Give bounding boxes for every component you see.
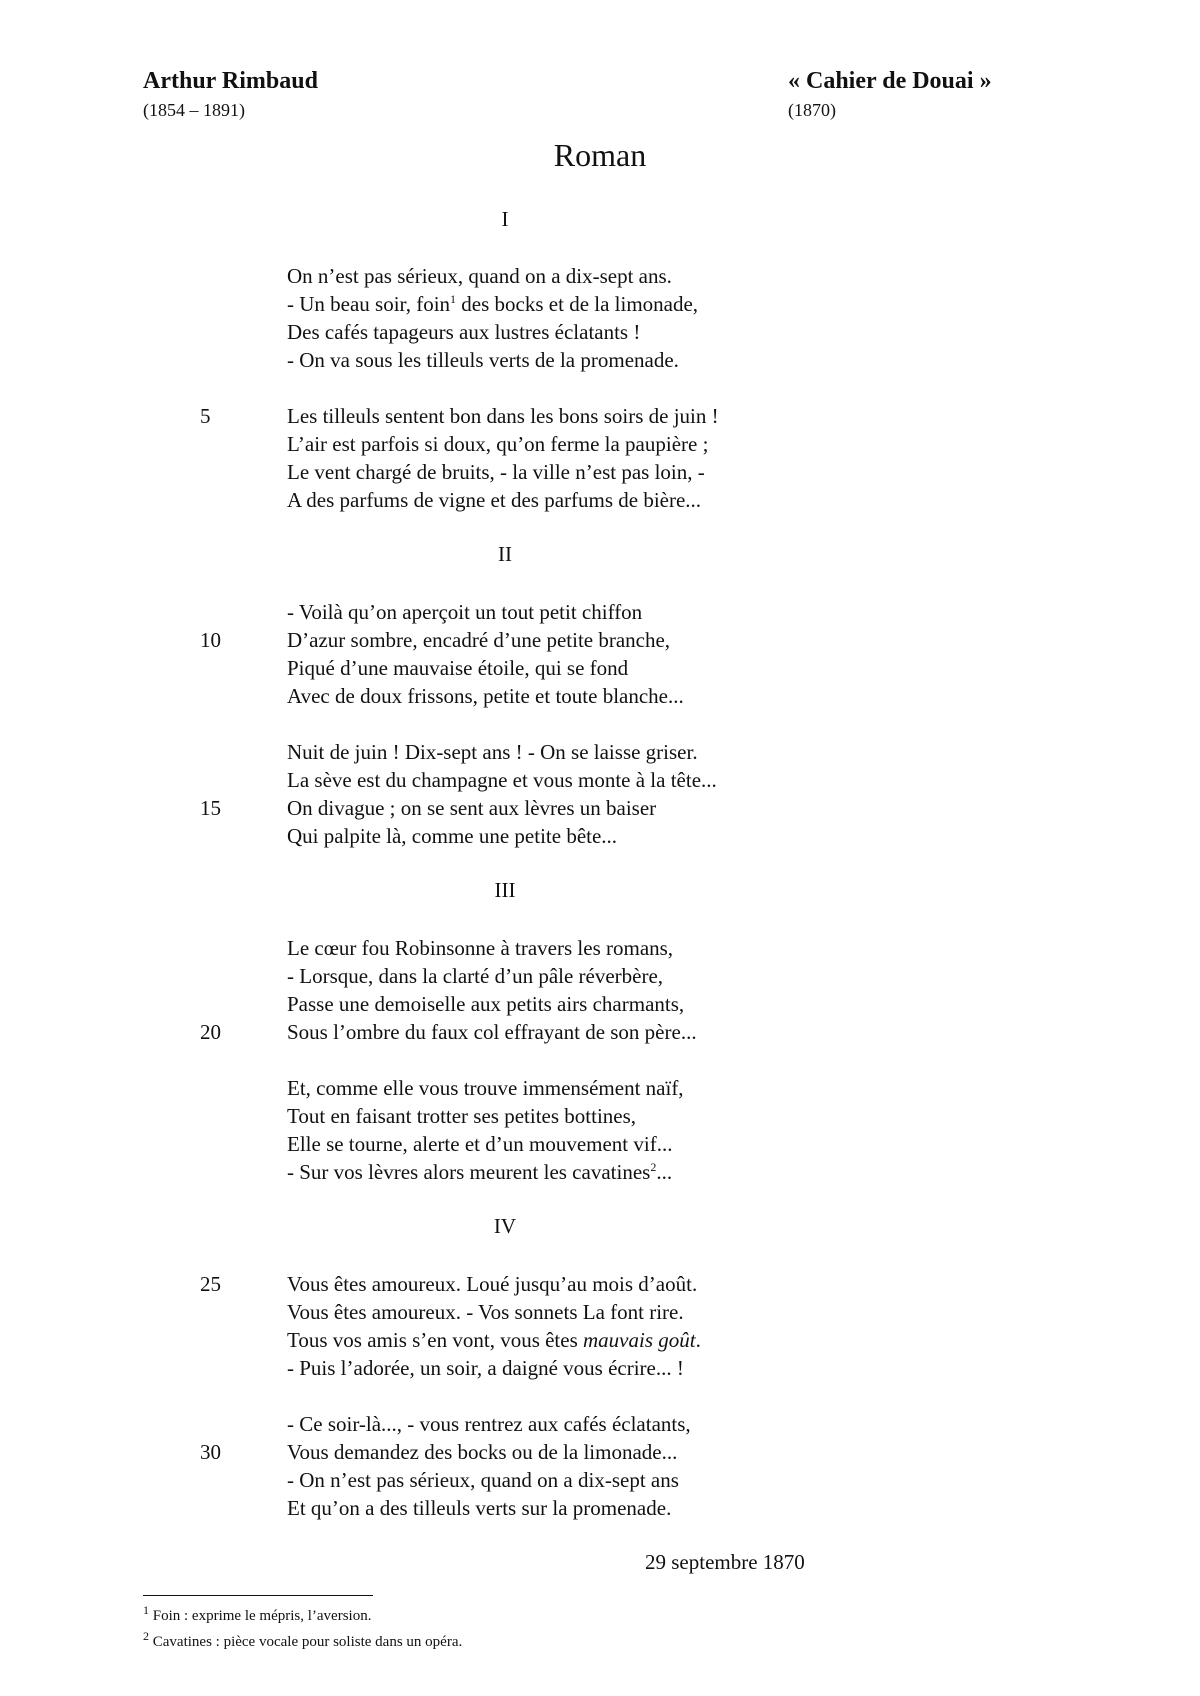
verse-line: Qui palpite là, comme une petite bête... <box>287 824 618 848</box>
verse-line: Vous demandez des bocks ou de la limonade... <box>287 1440 678 1464</box>
verse-line: - On n’est pas sérieux, quand on a dix-sept ans <box>287 1468 679 1492</box>
footnote-mark: 2 <box>143 1629 149 1643</box>
verse-line: A des parfums de vigne et des parfums de bière... <box>287 488 702 512</box>
footnote-mark: 1 <box>450 292 457 306</box>
verse-line: Piqué d’une mauvaise étoile, qui se fond <box>287 656 629 680</box>
author-name: Arthur Rimbaud <box>143 68 318 94</box>
verse-line: Tout en faisant trotter ses petites bottines, <box>287 1104 637 1128</box>
poem-date: 29 septembre 1870 <box>645 1550 805 1574</box>
verse-line: Et, comme elle vous trouve immensément naïf, <box>287 1076 684 1100</box>
source-title: « Cahier de Douai » <box>788 68 992 94</box>
footnote-rule <box>143 1595 373 1596</box>
verse-line: - On va sous les tilleuls verts de la promenade. <box>287 348 679 372</box>
verse-line: Le cœur fou Robinsonne à travers les romans, <box>287 936 674 960</box>
verse-line: Des cafés tapageurs aux lustres éclatants ! <box>287 320 641 344</box>
footnote: $^2$ Cavatines : pièce vocale pour soliste dans un opéra. <box>143 1629 463 1650</box>
section-number: IV <box>493 1214 517 1238</box>
footnote: $^1$ Foin : exprime le mépris, l’aversion. <box>143 1603 372 1624</box>
section-number: I <box>501 207 509 231</box>
verse-line: On divague ; on se sent aux lèvres un baiser <box>287 796 657 820</box>
section-number: II <box>498 542 512 566</box>
line-number: 5 <box>200 404 211 428</box>
verse-line: Et qu’on a des tilleuls verts sur la promenade. <box>287 1496 672 1520</box>
verse-line: L’air est parfois si doux, qu’on ferme la paupière ; <box>287 432 709 456</box>
verse-line: Le vent chargé de bruits, - la ville n’est pas loin, - <box>287 460 705 484</box>
line-number: 30 <box>200 1440 221 1464</box>
verse-line: - Voilà qu’on aperçoit un tout petit chiffon <box>287 600 643 624</box>
source-year: (1870) <box>788 100 836 120</box>
section-number: III <box>494 878 516 902</box>
verse-line: D’azur sombre, encadré d’une petite branche, <box>287 628 671 652</box>
verse-line: - Un beau soir, foin$^1$ des bocks et de la limonade, <box>287 292 699 316</box>
footnote-mark: 2 <box>650 1160 657 1174</box>
verse-line: - Sur vos lèvres alors meurent les cavatines$^2$... <box>287 1160 673 1184</box>
verse-line: Vous êtes amoureux. - Vos sonnets La font rire. <box>287 1300 684 1324</box>
footnote-mark: 1 <box>143 1603 149 1617</box>
verse-line: Passe une demoiselle aux petits airs charmants, <box>287 992 685 1016</box>
verse-line: On n’est pas sérieux, quand on a dix-sept ans. <box>287 264 672 288</box>
verse-line: Vous êtes amoureux. Loué jusqu’au mois d’août. <box>287 1272 698 1296</box>
line-number: 20 <box>200 1020 221 1044</box>
verse-line: Avec de doux frissons, petite et toute blanche... <box>287 684 684 708</box>
verse-line: Les tilleuls sentent bon dans les bons soirs de juin ! <box>287 404 719 428</box>
line-number: 15 <box>200 796 221 820</box>
author-dates: (1854 – 1891) <box>143 100 245 120</box>
line-number: 10 <box>200 628 221 652</box>
italic-phrase: mauvais goût <box>583 1328 696 1352</box>
verse-line: Elle se tourne, alerte et d’un mouvement vif... <box>287 1132 673 1156</box>
line-number: 25 <box>200 1272 221 1296</box>
poem-title: Roman <box>553 137 647 173</box>
verse-line: - Ce soir-là..., - vous rentrez aux cafés éclatants, <box>287 1412 691 1436</box>
verse-line: Nuit de juin ! Dix-sept ans ! - On se laisse griser. <box>287 740 698 764</box>
verse-line: La sève est du champagne et vous monte à la tête... <box>287 768 717 792</box>
verse-line: Tous vos amis s’en vont, vous êtes mauvais goût. <box>287 1328 701 1352</box>
verse-line: - Lorsque, dans la clarté d’un pâle réverbère, <box>287 964 664 988</box>
verse-line: - Puis l’adorée, un soir, a daigné vous écrire... ! <box>287 1356 684 1380</box>
verse-line: Sous l’ombre du faux col effrayant de son père... <box>287 1020 697 1044</box>
